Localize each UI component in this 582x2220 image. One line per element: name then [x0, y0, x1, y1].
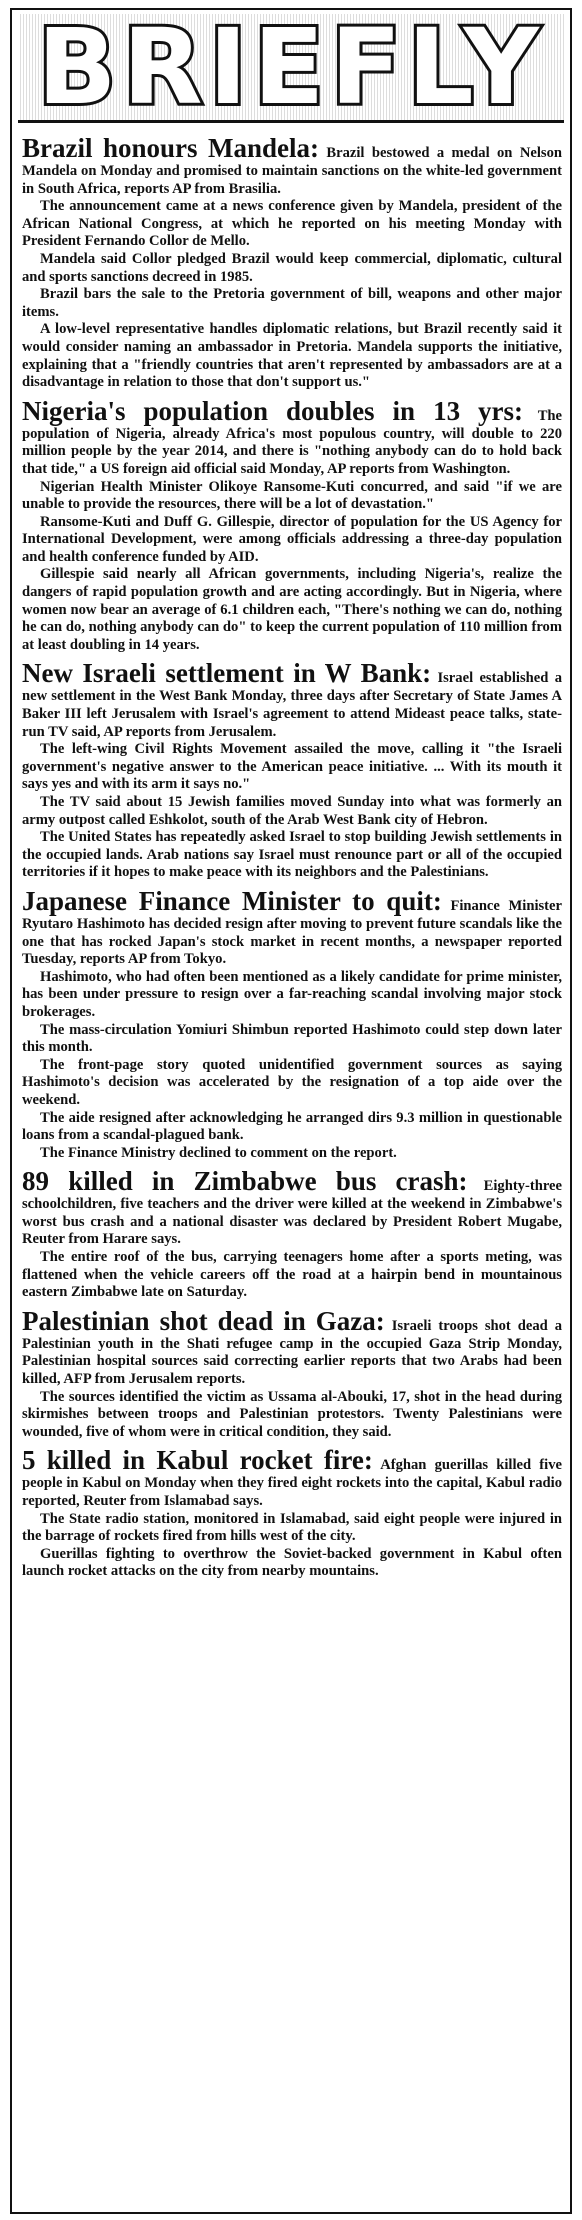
article-lead	[22, 133, 562, 198]
article-lead-text: Finance Minister Ryutaro Hashimoto has decided resign after moving to prevent future scandals like the one that has rocked Japan's stock market in recent months, a newspaper reported Tuesday, reports AP from Tokyo.	[22, 897, 562, 968]
article-paragraph: Guerillas fighting to overthrow the Soviet-backed government in Kabul often launch rocket attacks on the city from nearby mountains.	[22, 1545, 562, 1580]
article-paragraph: The announcement came at a news conference given by Mandela, president of the African National Congress, at which he reported on his meeting Monday with President Fernando Collor de Mello.	[22, 198, 562, 250]
masthead-title: BRIEFLY	[37, 6, 545, 128]
article-paragraph: Ransome-Kuti and Duff G. Gillespie, director of population for the US Agency for International Development, were among officials addressing a three-day population and health conference funded by AID.	[22, 513, 562, 565]
article-headline: 5 killed in Kabul rocket fire:	[22, 1445, 373, 1476]
article-brazil-mandela	[22, 133, 562, 392]
article-headline: New Israeli settlement in W Bank:	[22, 658, 432, 689]
article-paragraph: A low-level representative handles diplomatic relations, but Brazil recently said it would consider naming an ambassador in Pretoria. Mandela supports the initiative, explaining that a "friendly countries that aren't represented by ambassadors are at a disadvantage in relation to those that don't support us."	[22, 321, 562, 391]
article-paragraph: The sources identified the victim as Ussama al-Abouki, 17, shot in the head during skirmishes between troops and Palestinian protestors. Twenty Palestinians were wounded, five of whom were in critical condition, they said.	[22, 1388, 562, 1440]
article-israeli-settlement	[22, 658, 562, 882]
article-lead	[22, 886, 562, 969]
article-paragraph: Hashimoto, who had often been mentioned as a likely candidate for prime minister, has been under pressure to resign over a far-reaching scandal involving major stock brokerages.	[22, 968, 562, 1020]
article-lead-text: Brazil bestowed a medal on Nelson Mandela on Monday and promised to maintain sanctions on the white-led government in South Africa, reports AP from Brasilia.	[22, 145, 562, 197]
article-paragraph: The TV said about 15 Jewish families moved Sunday into what was formerly an army outpost called Eshkolot, south of the Arab West Bank city of Hebron.	[22, 794, 562, 828]
article-lead-text: The population of Nigeria, already Africa's most populous country, will double to 220 million people by the year 2014, and there is "nothing anybody can do to hold back that tide," a US foreign aid official said Monday, AP reports from Washington.	[22, 407, 563, 477]
article-nigeria-population	[22, 396, 562, 655]
article-lead	[22, 1306, 562, 1389]
articles-list	[12, 127, 570, 1581]
article-headline: Palestinian shot dead in Gaza:	[22, 1305, 385, 1336]
article-lead	[22, 658, 562, 741]
article-lead	[22, 1166, 562, 1249]
article-paragraph: The aide resigned after acknowledging he arranged dirs 9.3 million in questionable loans from a scandal-plagued bank.	[22, 1109, 562, 1144]
article-paragraph: The United States has repeatedly asked Israel to stop building Jewish settlements in the occupied lands. Arab nations say Israel must renounce part or all of the occupied territories if it hopes to make peace with its neighbors and the Palestinians.	[22, 829, 562, 881]
article-lead	[22, 396, 562, 479]
article-paragraph: Brazil bars the sale to the Pretoria government of bill, weapons and other major items.	[22, 286, 562, 320]
article-lead-text: Israeli troops shot dead a Palestinian youth in the Shati refugee camp in the occupied Gaza Strip Monday, Palestinian hospital sources said correcting earlier reports that two Arabs had been killed, AFP from Jerusalem reports.	[22, 1317, 562, 1388]
article-japanese-finance-minister	[22, 886, 562, 1162]
article-headline: Japanese Finance Minister to quit:	[22, 885, 442, 916]
article-headline: Nigeria's population doubles in 13 yrs:	[22, 395, 524, 426]
article-lead	[22, 1445, 562, 1510]
article-paragraph: Mandela said Collor pledged Brazil would keep commercial, diplomatic, cultural and sports sanctions decreed in 1985.	[22, 250, 562, 285]
article-paragraph: The mass-circulation Yomiuri Shimbun reported Hashimoto could step down later this month.	[22, 1021, 562, 1056]
article-paragraph: The Finance Ministry declined to comment on the report.	[40, 1144, 397, 1161]
article-headline: 89 killed in Zimbabwe bus crash:	[22, 1166, 468, 1197]
briefly-column	[10, 8, 572, 2214]
article-paragraph: Gillespie said nearly all African governments, including Nigeria's, realize the dangers of rapid population growth and are acting accordingly. But in Nigeria, where women now bear an average of 6.1 children each, "There's nothing we can do, nothing he can do, nothing anybody can do" to keep the current population of 110 million from at least doubling in 14 years.	[22, 566, 562, 653]
article-kabul-rocket-fire	[22, 1445, 562, 1581]
article-paragraph: The entire roof of the bus, carrying teenagers home after a sports meting, was flattened when the vehicle careers off the road at a hairpin bend in mountainous eastern Zimbabwe late on Saturday.	[22, 1249, 562, 1301]
article-headline: Brazil honours Mandela:	[22, 133, 319, 163]
article-lead-text: Afghan guerillas killed five people in Kabul on Monday when they fired eight rockets into the capital, Kabul radio reported, Reuter from Islamabad says.	[22, 1457, 562, 1509]
article-gaza-shooting	[22, 1306, 562, 1442]
article-paragraph: The front-page story quoted unidentified government sources as saying Hashimoto's decision was accelerated by the resignation of a top aide over the weekend.	[22, 1056, 562, 1108]
article-paragraph: The left-wing Civil Rights Movement assailed the move, calling it "the Israeli government's negative answer to the American peace initiative. ... With its mouth it says yes and with its arm it says no."	[22, 741, 562, 793]
article-zimbabwe-bus-crash	[22, 1166, 562, 1302]
article-paragraph: The State radio station, monitored in Islamabad, said eight people were injured in the barrage of rockets fired from hills west of the city.	[22, 1510, 562, 1545]
masthead	[18, 6, 564, 128]
article-paragraph: Nigerian Health Minister Olikoye Ransome-Kuti concurred, and said "if we are unable to provide the resources, there will be a lot of devastation."	[22, 478, 562, 513]
article-lead-text: Eighty-three schoolchildren, five teachers and the driver were killed at the weekend in Zimbabwe's worst bus crash and a national disaster was declared by President Robert Mugabe, Reuter from Harare says.	[22, 1178, 562, 1248]
article-lead-text: Israel established a new settlement in the West Bank Monday, three days after Secretary of State James A Baker III left Jerusalem with Israel's agreement to attend Mideast peace talks, state-run TV said, AP reports from Jerusalem.	[22, 670, 562, 740]
